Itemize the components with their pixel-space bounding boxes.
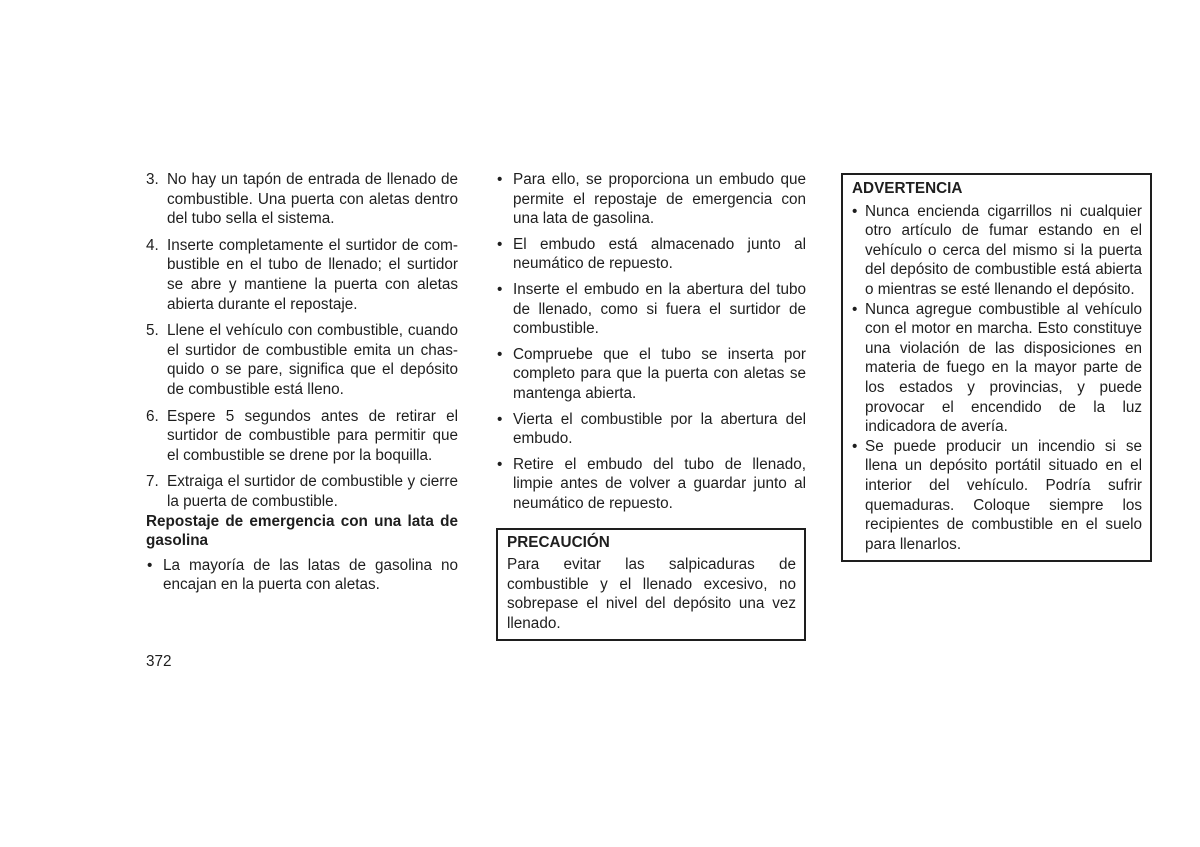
step-number: 7. [146,473,159,491]
warning-item [852,437,1142,555]
bullet-icon: • [497,171,503,188]
caution-box [496,528,806,642]
bullet-icon: • [497,235,503,253]
step-number: 6. [146,407,159,425]
step-text: Llene el vehículo con combustible, cuando el surtidor de combustible emita un chasquido o se pare, significa que el depósito de combustible está lleno. [167,322,458,398]
list-item-text: La mayoría de las latas de gasolina no encajan en la puerta con aletas. [163,556,458,594]
warning-item-text: Nunca agregue combustible al vehículo con el motor en marcha. Esto constituye una violación de las disposiciones en materia de fuego en la mayor parte de los estados y provincias, y puede provocar el encendido de la luz indicadora de avería. [865,300,1142,436]
warning-item [852,300,1142,437]
step-number: 3. [146,171,159,188]
bullet-icon: • [497,280,503,298]
step-item [146,170,458,229]
step-number: 5. [146,322,159,340]
bullet-icon: • [497,455,503,473]
bullet-icon: • [852,437,858,455]
list-item-text: Inserte el embudo en la abertura del tubo de llenado, como si fuera el surtidor de combustible. [513,280,806,338]
step-text: Extraiga el surtidor de combustible y cierre la puerta de combustible. [167,473,458,510]
bullet-icon: • [852,300,858,318]
step-number: 4. [146,236,159,254]
bullet-icon: • [147,556,153,574]
list-item [496,455,806,514]
step-item [146,236,458,314]
list-item [496,410,806,449]
warning-item-text: Nunca encienda cigarrillos ni cualquier otro artículo de fumar estando en el vehículo o cerca del mismo si la puerta del depósito de combustible está abierta o mientras se esté llenando el depósito. [865,202,1142,298]
list-item [496,170,806,229]
list-item [146,556,458,595]
step-text: No hay un tapón de entrada de llenado de combustible. Una puerta con aletas dentro del tubo sella el sistema. [167,171,458,228]
step-text: Inserte completamente el surtidor de combustible en el tubo de llenado; el surtidor se abre y mantiene la puerta con aletas abierta durante el repostaje. [167,236,458,313]
column-1 [146,170,458,601]
warning-title: ADVERTENCIA [852,180,963,197]
warning-box [841,173,1152,562]
step-item [146,407,458,466]
list-item-text: Para ello, se proporciona un embudo que permite el repostaje de emergencia con una lata de gasolina. [513,171,806,228]
section-heading: Repostaje de emergencia con una lata de gasolina [146,512,458,550]
list-item [496,345,806,404]
list-item-text: Compruebe que el tubo se inserta por completo para que la puerta con aletas se mantenga abierta. [513,345,806,402]
step-item [146,321,458,399]
list-item [496,280,806,339]
bullet-icon: • [497,345,503,363]
list-item-text: El embudo está almacenado junto al neumático de repuesto. [513,235,806,273]
caution-title: PRECAUCIÓN [507,533,610,551]
step-text: Espere 5 segundos antes de retirar el surtidor de combustible para permitir que el combustible se drene por la boquilla. [167,407,458,464]
list-item [496,235,806,274]
warning-item-text: Se puede producir un incendio si se llena un depósito portátil situado en el interior del vehículo. Podría sufrir quemaduras. Coloque siempre los recipientes de combustible en el suelo para llenarlos. [865,437,1142,553]
page-number: 372 [146,653,172,670]
caution-text: Para evitar las salpicaduras de combustible y el llenado excesivo, no sobrepase el nivel del depósito una vez llenado. [507,556,796,632]
list-item-text: Vierta el combustible por la abertura del embudo. [513,410,806,448]
bullet-icon: • [852,202,858,220]
bullet-icon: • [497,410,503,428]
column-2 [496,170,806,641]
list-item-text: Retire el embudo del tubo de llenado, limpie antes de volver a guardar junto al neumático de repuesto. [513,455,806,512]
step-item [146,472,458,511]
column-3 [841,170,1152,562]
warning-item [852,202,1142,300]
